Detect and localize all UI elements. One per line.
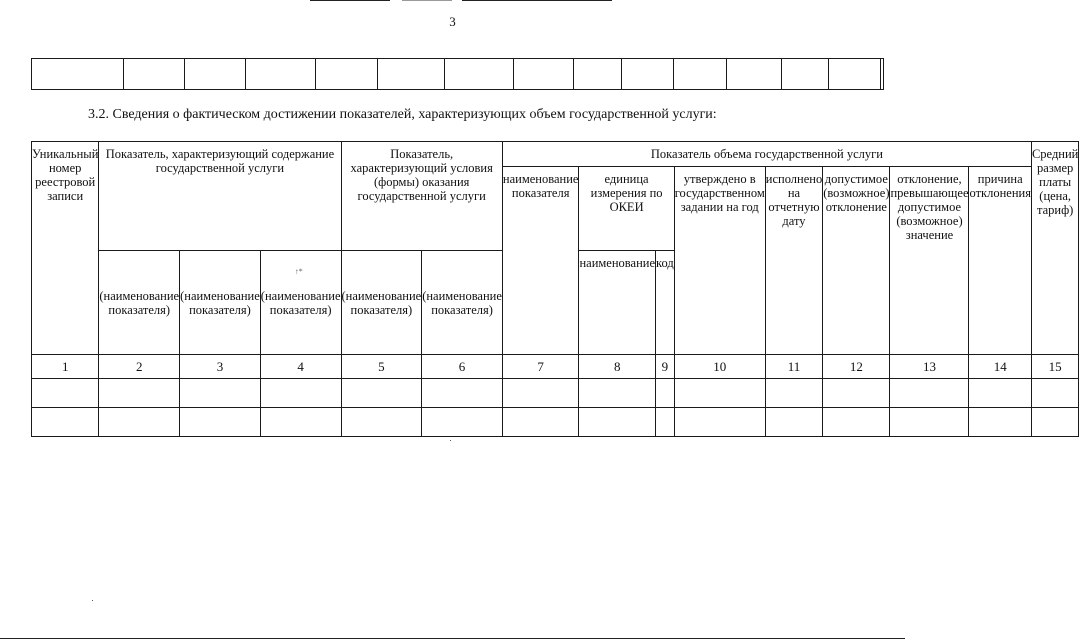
table-cell bbox=[422, 408, 503, 437]
header-unit-name: наименование bbox=[579, 251, 656, 355]
header-allowed-deviation: допустимое (возможное) отклонение bbox=[823, 167, 890, 355]
table-cell bbox=[99, 379, 180, 408]
table-cell bbox=[823, 408, 890, 437]
header-executed: исполнено на отчетную дату bbox=[765, 167, 822, 355]
table-cell bbox=[782, 59, 829, 90]
table-cell bbox=[674, 59, 727, 90]
column-number: 7 bbox=[502, 355, 579, 379]
table-cell bbox=[823, 379, 890, 408]
header-unique-number: Уникальный номер реестровой записи bbox=[32, 142, 99, 355]
table-cell bbox=[502, 379, 579, 408]
table-cell bbox=[727, 59, 782, 90]
header-sub-name-5: (наименование показателя) bbox=[341, 251, 422, 355]
table-cell bbox=[969, 379, 1031, 408]
scan-mark: ↑* bbox=[294, 267, 303, 276]
column-number: 6 bbox=[422, 355, 503, 379]
scan-artifact-top bbox=[462, 0, 612, 1]
table-cell bbox=[880, 59, 883, 90]
header-sub-name-2: (наименование показателя) bbox=[99, 251, 180, 355]
table-cell bbox=[445, 59, 514, 90]
table-cell bbox=[180, 379, 261, 408]
table-cell bbox=[828, 59, 880, 90]
table-cell bbox=[656, 408, 675, 437]
header-sub-name-3: (наименование показателя) bbox=[180, 251, 261, 355]
header-sub-name-6: (наименование показателя) bbox=[422, 251, 503, 355]
table-cell bbox=[969, 408, 1031, 437]
table-cell bbox=[99, 408, 180, 437]
column-number: 10 bbox=[674, 355, 765, 379]
column-number: 14 bbox=[969, 355, 1031, 379]
column-number: 1 bbox=[32, 355, 99, 379]
column-number: 3 bbox=[180, 355, 261, 379]
table-cell bbox=[32, 59, 124, 90]
table-cell bbox=[315, 59, 377, 90]
header-conditions-indicator: Показатель, характеризующий условия (формы) оказания государственной услуги bbox=[341, 142, 502, 251]
scan-artifact-top bbox=[310, 0, 390, 1]
header-deviation-reason: причина отклонения bbox=[969, 167, 1031, 355]
volume-indicators-table bbox=[31, 141, 1079, 437]
table-cell bbox=[674, 379, 765, 408]
column-number: 9 bbox=[656, 355, 675, 379]
scan-speck bbox=[92, 600, 93, 601]
header-content-indicator: Показатель, характеризующий содержание государственной услуги bbox=[99, 142, 341, 251]
table-row bbox=[32, 379, 1079, 408]
table-cell bbox=[422, 379, 503, 408]
column-number: 13 bbox=[890, 355, 969, 379]
header-sub-name-4-label: (наименование показателя) bbox=[260, 289, 341, 317]
table-cell bbox=[890, 379, 969, 408]
table-row bbox=[32, 408, 1079, 437]
table-cell bbox=[514, 59, 574, 90]
column-number: 11 bbox=[765, 355, 822, 379]
table-cell bbox=[765, 408, 822, 437]
section-title: 3.2. Сведения о фактическом достижении показателей, характеризующих объем государственной услуги: bbox=[88, 107, 717, 122]
header-approved: утверждено в государственном задании на год bbox=[674, 167, 765, 355]
header-avg-fee: Средний размер платы (цена, тариф) bbox=[1031, 142, 1078, 355]
table-cell bbox=[622, 59, 674, 90]
scan-artifact-top bbox=[402, 0, 452, 1]
header-indicator-name: наименование показателя bbox=[502, 167, 579, 355]
table-cell bbox=[32, 379, 99, 408]
header-unit-code: код bbox=[656, 251, 675, 355]
table-cell bbox=[656, 379, 675, 408]
header-sub-name-4 bbox=[260, 251, 341, 355]
table-cell bbox=[184, 59, 245, 90]
column-number: 15 bbox=[1031, 355, 1078, 379]
table-cell bbox=[1031, 408, 1078, 437]
header-unit-okei: единица измерения по ОКЕИ bbox=[579, 167, 674, 251]
table-cell bbox=[890, 408, 969, 437]
table-cell bbox=[674, 408, 765, 437]
table-cell bbox=[245, 59, 315, 90]
table-cell bbox=[765, 379, 822, 408]
table-cell bbox=[1031, 379, 1078, 408]
header-exceeding-deviation: отклонение, превышающее допустимое (возможное) значение bbox=[890, 167, 969, 355]
table-cell bbox=[502, 408, 579, 437]
table-cell bbox=[260, 408, 341, 437]
table-cell bbox=[574, 59, 622, 90]
table-cell bbox=[341, 379, 422, 408]
table-cell bbox=[32, 408, 99, 437]
scan-artifact-bottom bbox=[0, 638, 905, 639]
continuation-table bbox=[31, 58, 884, 90]
column-number: 4 bbox=[260, 355, 341, 379]
table-cell bbox=[579, 379, 656, 408]
column-number: 2 bbox=[99, 355, 180, 379]
table-cell bbox=[123, 59, 184, 90]
table-cell bbox=[341, 408, 422, 437]
table-cell bbox=[377, 59, 445, 90]
column-number: 5 bbox=[341, 355, 422, 379]
table-cell bbox=[579, 408, 656, 437]
column-number: 8 bbox=[579, 355, 656, 379]
table-cell bbox=[180, 408, 261, 437]
column-number: 12 bbox=[823, 355, 890, 379]
page-number: 3 bbox=[449, 14, 456, 29]
table-cell bbox=[260, 379, 341, 408]
header-volume-indicator: Показатель объема государственной услуги bbox=[502, 142, 1031, 167]
scan-speck bbox=[450, 440, 451, 441]
